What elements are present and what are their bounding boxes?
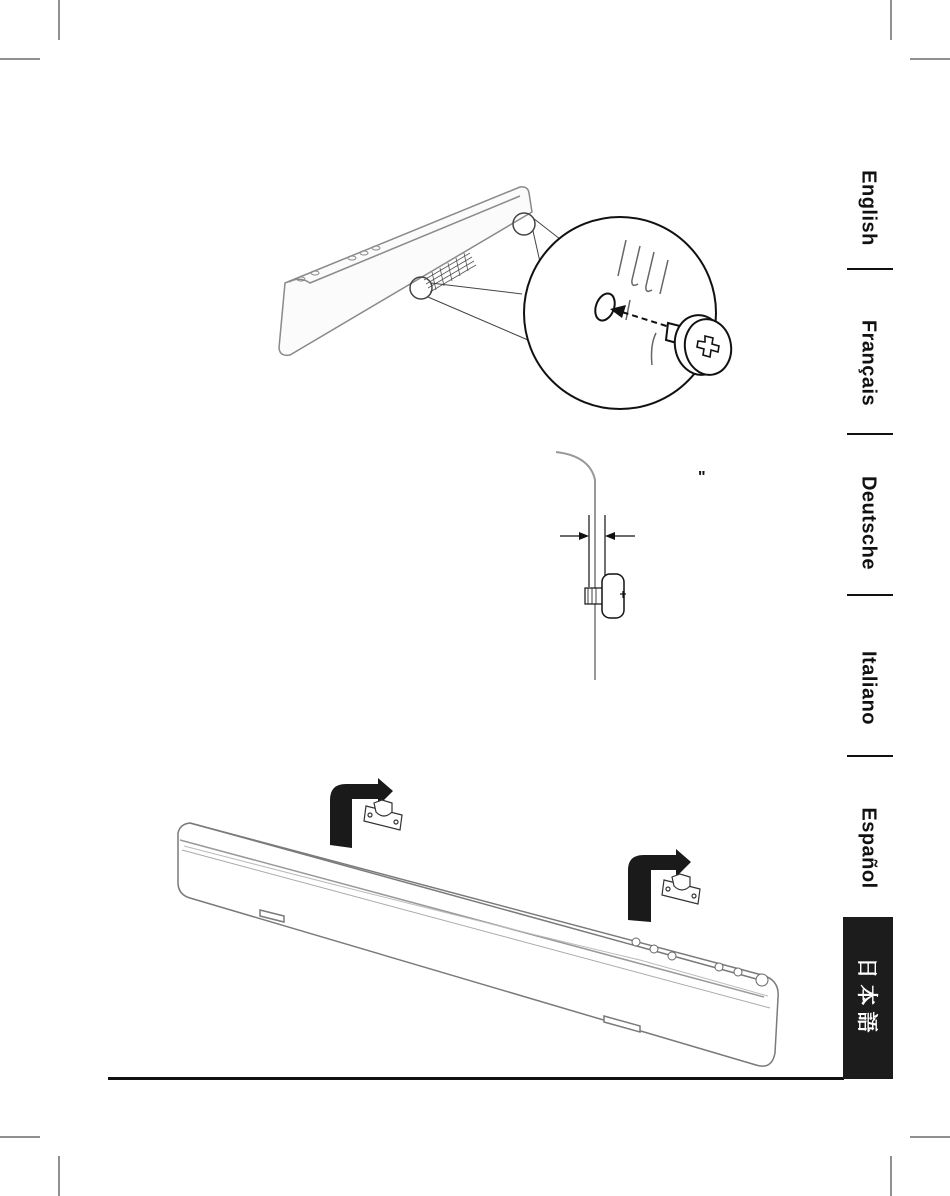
- tab-english[interactable]: [843, 150, 893, 265]
- tab-label: 日本語: [855, 957, 878, 1039]
- inch-mark: ": [698, 469, 706, 486]
- tab-divider: [847, 433, 893, 435]
- bottom-rule: [108, 1077, 844, 1080]
- tab-label: Deutsche: [857, 475, 880, 570]
- tab-italiano[interactable]: [843, 625, 893, 750]
- tab-japanese-active[interactable]: [843, 917, 893, 1079]
- tab-francais[interactable]: [843, 298, 893, 428]
- tab-label: Español: [857, 806, 880, 889]
- tab-divider: [847, 755, 893, 757]
- tab-divider: [847, 268, 893, 270]
- tab-label: Français: [857, 319, 880, 407]
- tab-label: English: [857, 169, 880, 246]
- tab-label: Italiano: [857, 650, 880, 725]
- tab-deutsche[interactable]: [843, 460, 893, 585]
- tab-espanol[interactable]: [843, 785, 893, 910]
- tab-divider: [847, 594, 893, 596]
